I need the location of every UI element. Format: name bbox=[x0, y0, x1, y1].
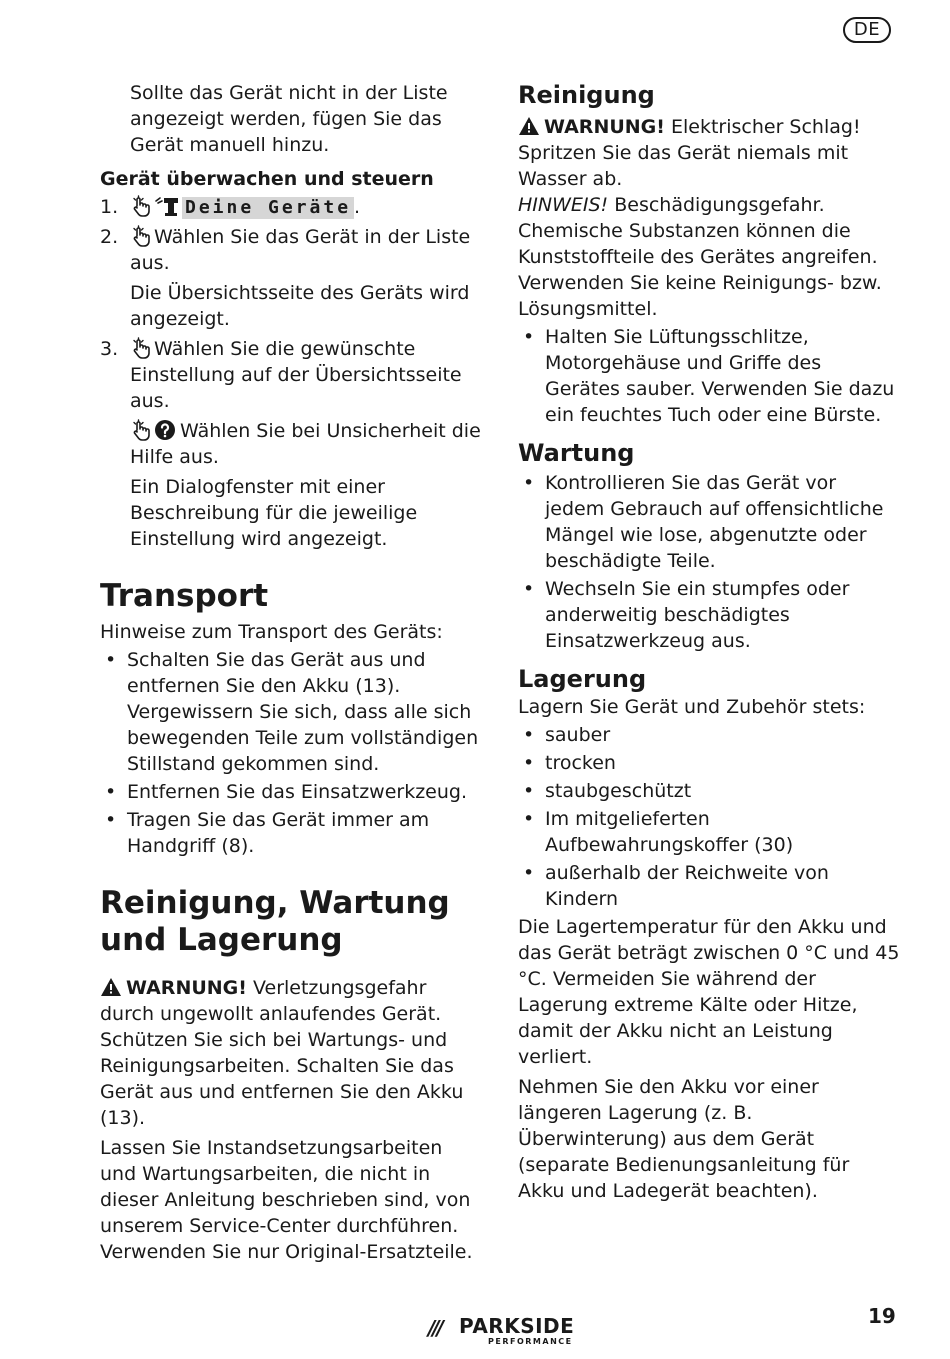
help-question-icon bbox=[154, 419, 176, 441]
step-2-text: Wählen Sie das Gerät in der Liste aus. bbox=[130, 226, 471, 274]
list-item: • sauber bbox=[518, 722, 900, 748]
step-number: 1. bbox=[100, 196, 119, 218]
logo-slashes: /// bbox=[428, 1316, 441, 1340]
cleaning-notice bbox=[518, 192, 900, 322]
transport-intro: Hinweise zum Transport des Geräts: bbox=[100, 621, 443, 643]
cleaning-warning bbox=[518, 114, 900, 192]
cleaning-bullets bbox=[518, 324, 900, 428]
deine-geraete-label: Deine Geräte bbox=[182, 197, 354, 219]
list-item: • trocken bbox=[518, 750, 900, 776]
logo-subtitle: PERFORMANCE bbox=[488, 1337, 573, 1346]
step-1-suffix: . bbox=[354, 196, 361, 218]
list-item: • Im mitgelieferten Aufbewahrungskoffer (30) bbox=[518, 806, 900, 858]
temperature-text: Die Lagertemperatur für den Akku und das Gerät beträgt zwischen 0 °C und 45 °C. Vermeiden Sie während der Lagerung extreme Kälte oder Hitze, damit der Akku nicht an Leistung verliert. bbox=[518, 916, 900, 1068]
list-item: • Wechseln Sie ein stumpfes oder anderweitig beschädigtes Einsatzwerkzeug aus. bbox=[518, 576, 900, 654]
intro-text: Sollte das Gerät nicht in der Liste angezeigt werden, fügen Sie das Gerät manuell hinzu. bbox=[130, 82, 448, 156]
maintenance-heading: Reinigung, Wartung und Lagerung bbox=[100, 885, 450, 958]
page-number: 19 bbox=[868, 1304, 896, 1328]
wartung-bullets bbox=[518, 470, 900, 654]
list-item: • außerhalb der Reichweite von Kindern bbox=[518, 860, 900, 912]
step-2-extra: Die Übersichtsseite des Geräts wird angezeigt. bbox=[130, 282, 470, 330]
list-item: • Halten Sie Lüftungsschlitze, Motorgehäuse und Griffe des Gerätes sauber. Verwenden Sie dazu ein feuchtes Tuch oder eine Bürste. bbox=[518, 324, 900, 428]
transport-bullets bbox=[100, 647, 482, 859]
warning-word: WARNUNG! bbox=[126, 977, 247, 999]
language-badge: DE bbox=[843, 17, 891, 43]
notice-word: HINWEIS! bbox=[518, 194, 609, 216]
list-item: • staubgeschützt bbox=[518, 778, 900, 804]
list-item: • Entfernen Sie das Einsatzwerkzeug. bbox=[100, 779, 482, 805]
maintenance-warning bbox=[100, 975, 482, 1131]
tap-hand-icon bbox=[130, 225, 152, 247]
step-3-extra: Ein Dialogfenster mit einer Beschreibung für die jeweilige Einstellung wird angezeigt. bbox=[130, 476, 418, 550]
lagerung-bullets bbox=[518, 722, 900, 912]
step-number: 2. bbox=[100, 226, 119, 248]
step-1 bbox=[100, 194, 482, 220]
wartung-heading: Wartung bbox=[518, 439, 635, 467]
list-item: • Kontrollieren Sie das Gerät vor jedem Gebrauch auf offensichtliche Mängel wie lose, abgenutzte oder beschädigte Teile. bbox=[518, 470, 900, 574]
transport-heading: Transport bbox=[100, 578, 269, 614]
warning-word: WARNUNG! bbox=[544, 116, 665, 138]
cleaning-warning-text: Elektrischer Schlag! Spritzen Sie das Gerät niemals mit Wasser ab. bbox=[518, 116, 861, 190]
tap-hand-icon bbox=[130, 337, 152, 359]
list-item: • Tragen Sie das Gerät immer am Handgriff (8). bbox=[100, 807, 482, 859]
step-3 bbox=[100, 336, 482, 552]
step-3-text: Wählen Sie die gewünschte Einstellung auf der Übersichtsseite aus. bbox=[130, 338, 462, 412]
step-3-help bbox=[130, 418, 482, 470]
step-number: 3. bbox=[100, 338, 119, 360]
parkside-logo bbox=[428, 1313, 588, 1349]
step-3-help-text: Wählen Sie bei Unsicherheit die Hilfe aus. bbox=[130, 420, 481, 468]
service-text: Lassen Sie Instandsetzungsarbeiten und Wartungsarbeiten, die nicht in dieser Anleitung beschrieben sind, von unserem Service-Center durchführen. Verwenden Sie nur Original-Ersatzteile. bbox=[100, 1137, 473, 1263]
logo-name: PARKSIDE bbox=[459, 1314, 575, 1338]
monitor-subheading: Gerät überwachen und steuern bbox=[100, 168, 434, 190]
warning-triangle-icon bbox=[100, 977, 122, 997]
cleaning-heading: Reinigung bbox=[518, 81, 655, 109]
lagerung-heading: Lagerung bbox=[518, 665, 647, 693]
tool-device-icon bbox=[154, 195, 180, 217]
step-2 bbox=[100, 224, 482, 332]
battery-storage-text: Nehmen Sie den Akku vor einer längeren Lagerung (z. B. Überwinterung) aus dem Gerät (separate Bedienungsanleitung für Akku und Ladegerät beachten). bbox=[518, 1076, 850, 1202]
cleaning-notice-text: Beschädigungsgefahr. Chemische Substanzen können die Kunststoffteile des Gerätes angreifen. Verwenden Sie keine Reinigungs- bzw. Lösungsmittel. bbox=[518, 194, 882, 320]
maintenance-warning-text: Verletzungsgefahr durch ungewollt anlaufendes Gerät. Schützen Sie sich bei Wartungs- und Reinigungsarbeiten. Schalten Sie das Gerät aus und entfernen Sie den Akku (13). bbox=[100, 977, 464, 1129]
steps-list bbox=[100, 194, 482, 552]
list-item: • Schalten Sie das Gerät aus und entfernen Sie den Akku (13). Vergewissern Sie sich, dass alle sich bewegenden Teile zum vollständigen Stillstand gekommen sind. bbox=[100, 647, 482, 777]
tap-hand-icon bbox=[130, 195, 152, 217]
tap-hand-icon bbox=[130, 419, 152, 441]
warning-triangle-icon bbox=[518, 116, 540, 136]
left-column bbox=[100, 80, 482, 1265]
lagerung-intro: Lagern Sie Gerät und Zubehör stets: bbox=[518, 696, 866, 718]
right-column bbox=[518, 80, 900, 1204]
